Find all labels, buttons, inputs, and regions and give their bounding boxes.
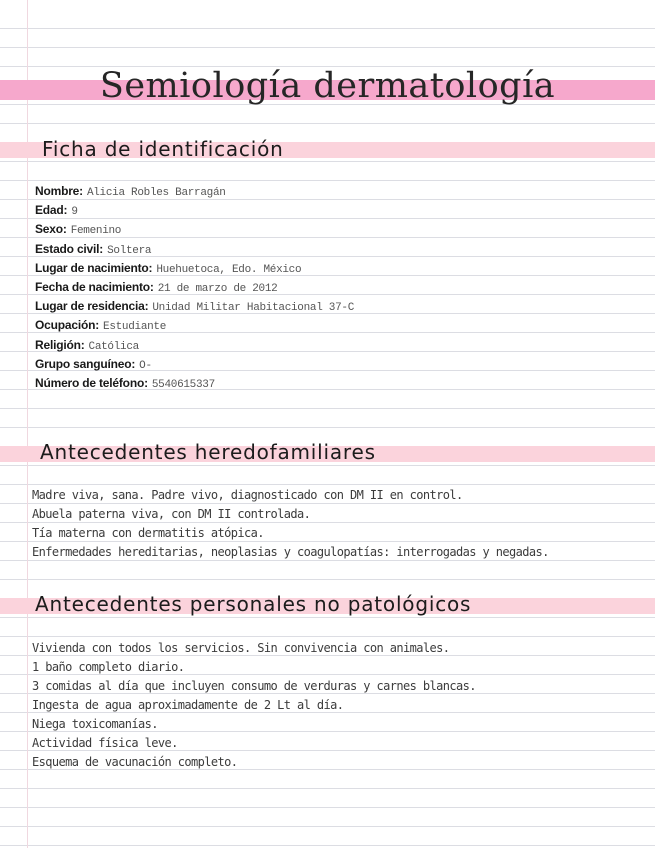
field-religion xyxy=(35,336,354,355)
field-label: Religión: xyxy=(35,337,85,352)
field-nombre xyxy=(35,182,354,201)
field-edad xyxy=(35,201,354,220)
field-label: Ocupación: xyxy=(35,318,100,333)
field-value: Unidad Militar Habitacional 37-C xyxy=(152,302,355,315)
field-value: Soltera xyxy=(107,244,152,257)
field-value: O- xyxy=(139,359,152,372)
section-heading-no-patologicos: Antecedentes personales no patológicos xyxy=(35,592,472,616)
text-line: Ingesta de agua aproximadamente de 2 Lt al día. xyxy=(32,698,344,712)
identification-fields xyxy=(35,182,354,393)
heredofamiliares-text xyxy=(32,486,549,562)
field-value: Huehuetoca, Edo. México xyxy=(156,263,302,276)
field-value: Alicia Robles Barragán xyxy=(86,187,226,199)
field-label: Lugar de residencia: xyxy=(35,299,149,314)
field-label: Grupo sanguíneo: xyxy=(35,356,136,371)
section-heading-ficha: Ficha de identificación xyxy=(42,137,284,161)
text-line: Enfermedades hereditarias, neoplasias y coagulopatías: interrogadas y negadas. xyxy=(32,545,549,559)
text-line: Vivienda con todos los servicios. Sin convivencia con animales. xyxy=(32,641,450,655)
field-value: Estudiante xyxy=(103,321,167,334)
text-line: 3 comidas al día que incluyen consumo de verduras y carnes blancas. xyxy=(32,679,476,693)
field-lugar-nacimiento xyxy=(35,259,354,278)
field-ocupacion xyxy=(35,316,354,335)
field-label: Lugar de nacimiento: xyxy=(35,260,153,275)
field-telefono xyxy=(35,374,354,393)
section-heading-heredofamiliares: Antecedentes heredofamiliares xyxy=(40,440,376,464)
field-label: Fecha de nacimiento: xyxy=(35,279,154,294)
field-value: 5540615337 xyxy=(151,378,215,391)
field-fecha-nacimiento xyxy=(35,278,354,297)
field-estado-civil xyxy=(35,240,354,259)
field-value: Femenino xyxy=(70,225,122,238)
field-label: Estado civil: xyxy=(35,241,104,256)
text-line: Esquema de vacunación completo. xyxy=(32,755,238,769)
field-value: Católica xyxy=(88,340,139,353)
field-grupo-sanguineo xyxy=(35,355,354,374)
margin-line xyxy=(27,0,28,848)
no-patologicos-text xyxy=(32,639,476,772)
text-line: Tía materna con dermatitis atópica. xyxy=(32,526,264,540)
text-line: Abuela paterna viva, con DM II controlada. xyxy=(32,507,311,521)
field-label: Edad: xyxy=(35,203,68,218)
field-value: 9 xyxy=(71,206,78,219)
page-title: Semiología dermatología xyxy=(99,66,556,106)
field-label: Nombre: xyxy=(35,184,83,198)
text-line: Niega toxicomanías. xyxy=(32,717,158,731)
text-line: Madre viva, sana. Padre vivo, diagnosticado con DM II en control. xyxy=(32,488,463,502)
field-sexo xyxy=(35,220,354,239)
field-lugar-residencia xyxy=(35,297,354,316)
field-value: 21 de marzo de 2012 xyxy=(157,282,278,295)
text-line: Actividad física leve. xyxy=(32,736,178,750)
text-line: 1 baño completo diario. xyxy=(32,660,185,674)
field-label: Número de teléfono: xyxy=(35,375,148,390)
field-label: Sexo: xyxy=(35,222,67,237)
